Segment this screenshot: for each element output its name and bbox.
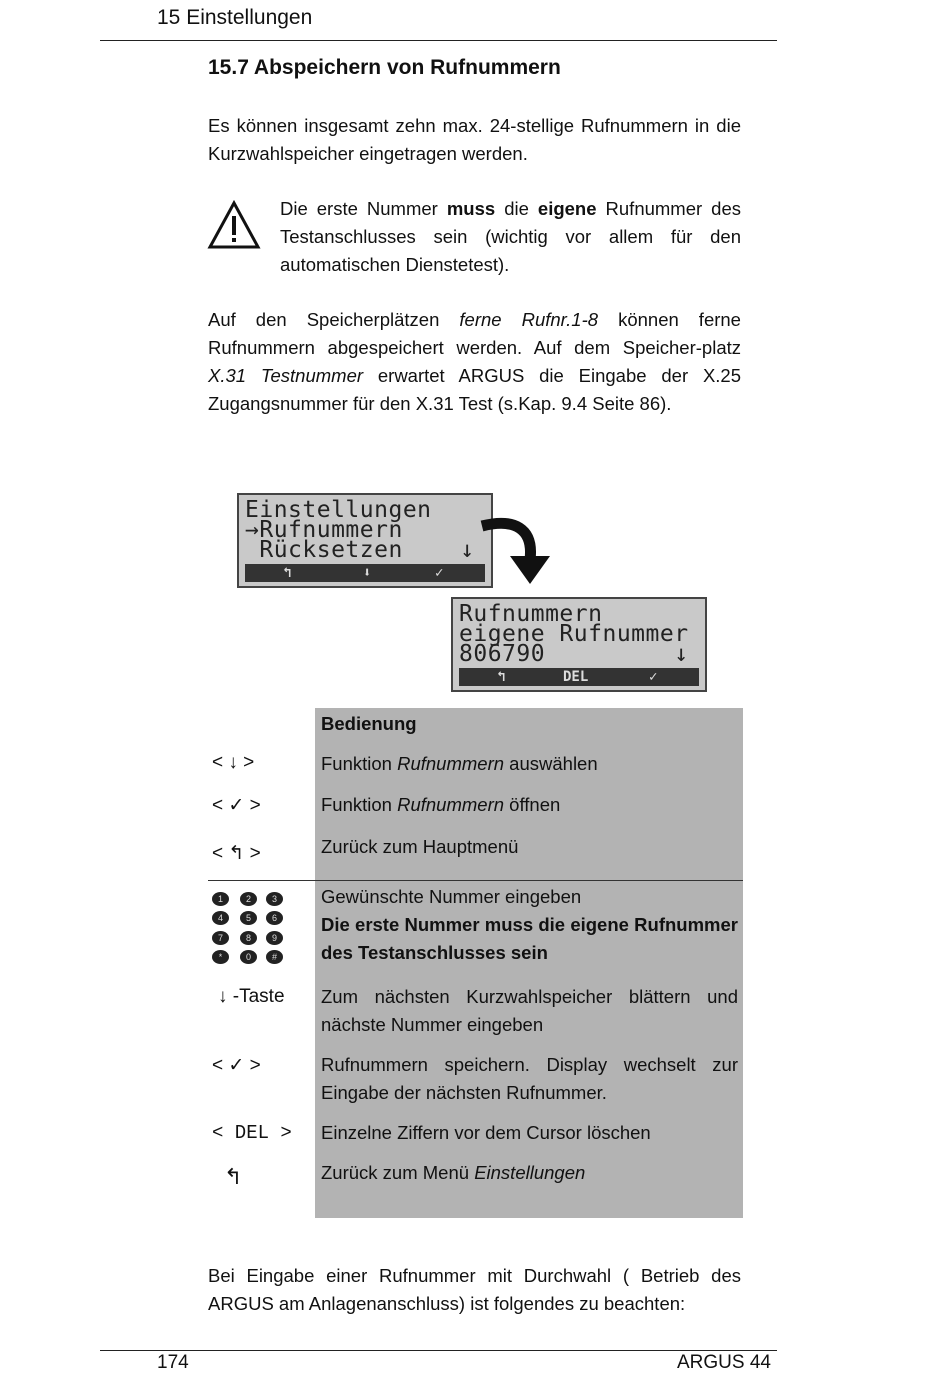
- table-row: [321, 791, 738, 819]
- keypad-icon: [212, 890, 292, 970]
- table-row: [321, 750, 738, 778]
- lcd2-softkey-bar: [459, 668, 699, 686]
- lcd2-line3: 806790 ↓: [459, 641, 689, 667]
- back-softkey-icon[interactable]: ↰: [497, 669, 506, 685]
- table-row: Zum nächsten Kurzwahlspeicher blättern und nächste Nummer eingeben: [321, 986, 738, 1035]
- section-title: 15.7 Abspeichern von Rufnummern: [208, 56, 561, 79]
- warning-part3: Rufnummer des Testanschlusses sein (wichtig vor allem für den automatischen Dienstetest).: [280, 198, 742, 275]
- keypad-key: 2: [240, 892, 257, 906]
- table-row: Einzelne Ziffern vor dem Cursor löschen: [321, 1122, 651, 1143]
- row3-text: Gewünschte Nummer eingeben: [321, 886, 582, 907]
- keypad-key: 5: [240, 911, 257, 925]
- back-icon: ↰: [224, 1164, 243, 1189]
- keypad-key: 4: [212, 911, 229, 925]
- table-row: [321, 883, 738, 967]
- table-row: [321, 1159, 738, 1187]
- keypad-key: 6: [266, 911, 283, 925]
- lcd-display-numbers: [451, 597, 707, 692]
- lcd1-line3: Rücksetzen ↓: [245, 537, 475, 563]
- warning-bold-muss: muss: [446, 198, 496, 219]
- check-softkey-icon[interactable]: ✓: [435, 565, 444, 581]
- curved-arrow-icon: [478, 512, 558, 593]
- para2-t3: erwartet ARGUS die Eingabe der X.25 Zugangsnummer für den X.31 Test (s.Kap. 9.4 Seite 86).: [208, 365, 742, 414]
- keypad-key: 9: [266, 931, 283, 945]
- row0-ital: Rufnummern: [397, 753, 505, 774]
- table-row: Zurück zum Hauptmenü: [321, 836, 519, 857]
- row0-pre: Funktion: [321, 753, 398, 774]
- closing-paragraph: Bei Eingabe einer Rufnummer mit Durchwahl ( Betrieb des ARGUS am Anlagenanschluss) ist folgendes zu beachten:: [208, 1265, 741, 1314]
- lcd1-line2: →Rufnummern: [245, 517, 403, 543]
- keypad-key: *: [212, 950, 229, 964]
- keypad-key: #: [266, 950, 283, 964]
- para2-t1: Auf den Speicherplätzen: [208, 309, 460, 330]
- lcd2-line2: eigene Rufnummer: [459, 621, 689, 647]
- chapter-header: 15 Einstellungen: [157, 6, 313, 29]
- row7-ital: Einstellungen: [474, 1162, 586, 1183]
- keypad-key: 0: [240, 950, 257, 964]
- warning-part2: die: [495, 198, 538, 219]
- warning-text: [280, 195, 741, 279]
- key-down: < ↓ >: [212, 752, 255, 773]
- down-softkey-icon[interactable]: ⬇: [363, 565, 372, 581]
- key-check: < ✓ >: [212, 795, 261, 816]
- row3-bold: Die erste Nummer muss die eigene Rufnummer des Testanschlusses sein: [321, 914, 738, 963]
- product-name: ARGUS 44: [677, 1352, 771, 1373]
- lcd1-line1: Einstellungen: [245, 497, 432, 523]
- intro-paragraph: Es können insgesamt zehn max. 24-stellige Rufnummern in die Kurzwahlspeicher eingetragen werden.: [208, 115, 741, 164]
- key-check: < ✓ >: [212, 1055, 261, 1076]
- back-softkey-icon[interactable]: ↰: [283, 565, 292, 581]
- warning-icon: [207, 200, 261, 255]
- lcd-display-settings: [237, 493, 493, 588]
- del-softkey[interactable]: DEL: [563, 669, 589, 685]
- key-del: < DEL >: [212, 1122, 292, 1144]
- table-row: Rufnummern speichern. Display wechselt zur Eingabe der nächsten Rufnummer.: [321, 1054, 738, 1103]
- para2-italic-ferne: ferne Rufnr.1-8: [459, 309, 599, 330]
- warning-bold-eigene: eigene: [537, 198, 597, 219]
- header-rule: [100, 40, 777, 41]
- para2-t2: können ferne Rufnummern abgespeichert werden. Auf dem Speicher-platz: [208, 309, 741, 358]
- table-heading: Bedienung: [321, 713, 417, 734]
- row1-post: öffnen: [504, 794, 561, 815]
- memory-paragraph: [208, 306, 741, 418]
- keypad-key: 7: [212, 931, 229, 945]
- table-separator: [208, 880, 743, 881]
- keypad-key: 3: [266, 892, 283, 906]
- lcd1-softkey-bar: [245, 564, 485, 582]
- row7-pre: Zurück zum Menü: [321, 1162, 475, 1183]
- row1-pre: Funktion: [321, 794, 398, 815]
- keypad-key: 1: [212, 892, 229, 906]
- page-number: 174: [157, 1352, 189, 1373]
- check-softkey-icon[interactable]: ✓: [649, 669, 658, 685]
- warning-part1: Die erste Nummer: [280, 198, 447, 219]
- row1-ital: Rufnummern: [397, 794, 505, 815]
- key-back: < ↰ >: [212, 843, 261, 864]
- row0-post: auswählen: [504, 753, 598, 774]
- keypad-key: 8: [240, 931, 257, 945]
- para2-italic-x31: X.31 Testnummer: [208, 365, 364, 386]
- lcd2-line1: Rufnummern: [459, 601, 603, 627]
- footer-rule: [100, 1350, 777, 1351]
- key-down-taste: ↓ -Taste: [218, 986, 285, 1007]
